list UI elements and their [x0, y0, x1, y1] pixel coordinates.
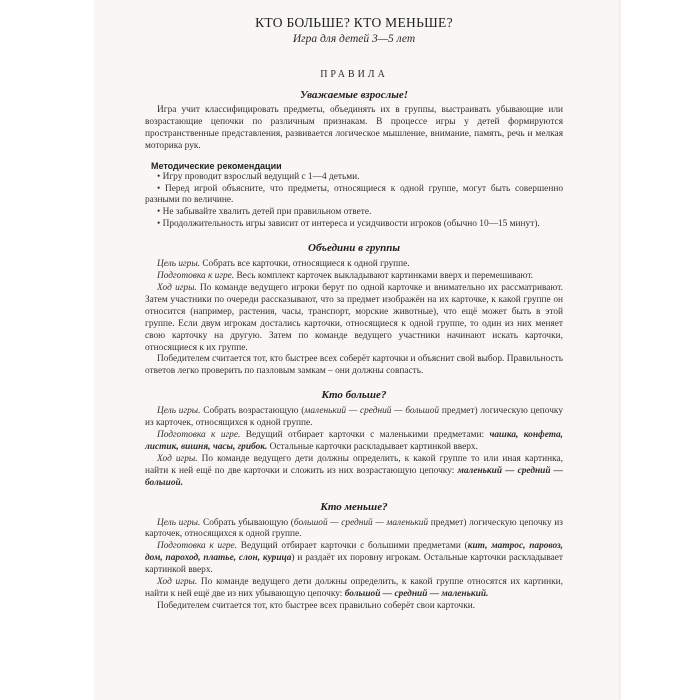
intro-heading: Уважаемые взрослые!	[299, 89, 409, 101]
method-item: • Не забывайте хвалить детей при правильном ответе.	[157, 207, 372, 218]
prep-text-end: ) и раздаёт их поровну игрокам. Остальные карточки раскладывает картинкой вверх.	[145, 553, 563, 576]
prep-text-end: Остальные карточки раскладывает картинкой вверх.	[267, 441, 478, 452]
move-italic: маленький — средний — большой.	[145, 465, 563, 488]
game1-heading: Объедини в группы	[308, 242, 400, 255]
goal-text-end: предмет) логическую цепочку из карточек, относящихся к одной группе.	[145, 406, 563, 429]
game2-goal	[145, 406, 563, 430]
goal-text: Собрать убывающую (	[200, 517, 294, 528]
game2-prep	[145, 430, 563, 454]
goal-text: Собрать все карточки, относящиеся к одной группе.	[199, 259, 410, 270]
prep-label: Подготовка к игре.	[157, 271, 235, 282]
game3-prep	[145, 541, 563, 577]
move-text: По команде ведущего дети должны определить, к какой группе то или иная картинка, найти к ней ещё по две карточки и сложить из них возрастающую цепочку:	[145, 453, 563, 476]
method-item: • Игру проводит взрослый ведущий с 1—4 детьми.	[157, 171, 360, 182]
game3-heading: Кто меньше?	[320, 500, 388, 513]
prep-text: Весь комплект карточек выкладывают картинками вверх и перемешивают.	[234, 271, 534, 282]
game1-goal	[145, 259, 563, 271]
move-label: Ход игры.	[157, 453, 198, 464]
page-title: КТО БОЛЬШЕ? КТО МЕНЬШЕ?	[255, 15, 453, 30]
goal-label: Цель игры.	[157, 406, 201, 417]
page-subtitle: Игра для детей 3—5 лет	[292, 33, 416, 45]
game2-move	[145, 454, 563, 490]
method-item: • Перед игрой объясните, что предметы, относящиеся к одной группе, могут быть совершенно разными по величине.	[145, 183, 563, 206]
game1-move	[145, 283, 563, 354]
prep-label: Подготовка к игре.	[157, 541, 237, 552]
rules-heading: ПРАВИЛА	[320, 69, 388, 80]
prep-text: Ведущий отбирает карточки с маленькими предметами:	[240, 430, 490, 441]
goal-text-end: предмет) логическую цепочку из карточек, относящихся к одной группе.	[145, 517, 563, 540]
move-label: Ход игры.	[157, 577, 198, 588]
prep-italic: чашка, конфета, листик, вишня, часы, грибок.	[145, 430, 563, 452]
goal-italic: маленький — средний — большой	[304, 406, 440, 417]
game1-prep	[145, 271, 563, 283]
move-text: По команде ведущего игроки берут по одной карточке и внимательно их рассматривают. Затем участники по очереди рассказывают, что за предмет изображён на их карточке, к какой группе он относится (например, растения, часы, транспорт, морские животные), что ещё может быть в этой группе. Если двум игрокам достались карточки, относящиеся к одной группе, то один из них меняет свою карточку на другую. Затем по команде ведущего участники начинают искать карточки, относящиеся к их группе.	[145, 282, 563, 353]
method-heading: Методические рекомендации	[151, 160, 282, 171]
document-content	[145, 14, 563, 613]
game3-goal	[145, 518, 563, 542]
goal-text: Собрать возрастающую (	[200, 406, 305, 417]
game3-winner: Победителем считается тот, кто быстрее всех правильно соберёт свои карточки.	[157, 600, 476, 611]
move-italic: большой — средний — маленький.	[344, 589, 489, 599]
game3-move	[145, 577, 563, 601]
move-label: Ход игры.	[157, 282, 197, 293]
goal-italic: большой — средний — маленький	[293, 517, 429, 528]
intro-paragraph: Игра учит классифицировать предметы, объединять их в группы, выстраивать убывающие или возрастающие цепочки по различным признакам. В процессе игры у детей формируются пространственные представления, развивается логическое мышление, внимание, память, речь и мелкая моторика рук.	[145, 105, 563, 151]
game1-winner: Победителем считается тот, кто быстрее всех соберёт карточки и объяснит свой выбор. Правильность ответов легко проверить по пазловым замкам – они должны совпасть.	[145, 354, 563, 377]
prep-text: Ведущий отбирает карточки с большими предметами (	[237, 541, 468, 552]
method-item: • Продолжительность игры зависит от интереса и усидчивости игроков (обычно 10—15 минут).	[157, 219, 540, 230]
game2-heading: Кто больше?	[321, 389, 387, 402]
move-text: По команде ведущего дети должны определить, к какой группе относятся их картинки, найти к ней ещё две из них убывающую цепочку:	[145, 577, 563, 599]
prep-italic: кит, матрос, паровоз, дом, пароход, платье, слон, курица	[145, 541, 563, 564]
prep-label: Подготовка к игре.	[157, 430, 241, 441]
goal-label: Цель игры.	[157, 259, 200, 270]
goal-label: Цель игры.	[157, 517, 201, 528]
